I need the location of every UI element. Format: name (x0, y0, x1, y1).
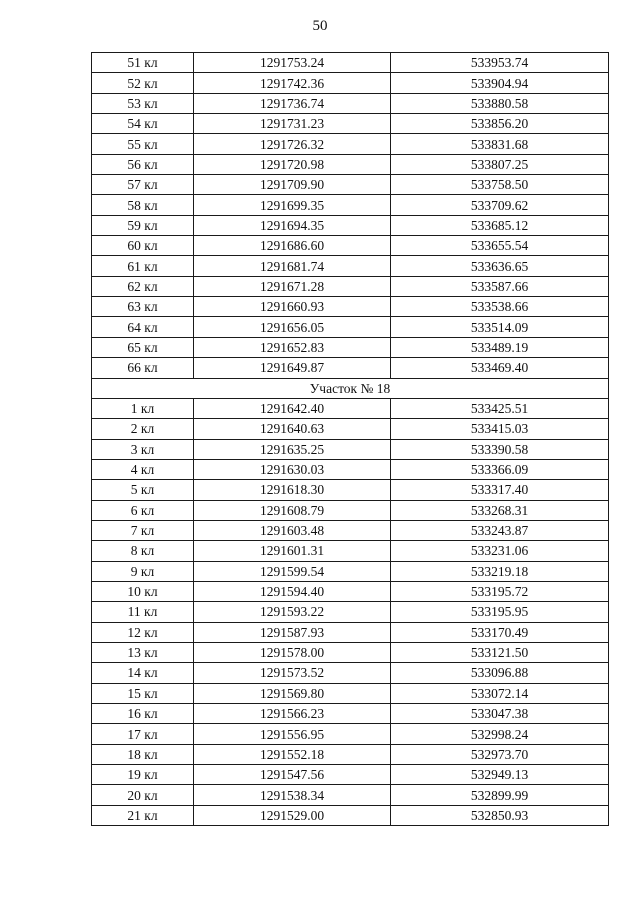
table-row (92, 744, 609, 764)
y-coordinate-cell: 533047.38 (391, 704, 609, 724)
y-coordinate-cell: 533953.74 (391, 53, 609, 73)
table-row (92, 500, 609, 520)
table-row (92, 337, 609, 357)
table-row (92, 602, 609, 622)
x-coordinate-cell: 1291720.98 (194, 154, 391, 174)
table-row (92, 663, 609, 683)
x-coordinate-cell: 1291566.23 (194, 704, 391, 724)
point-label-cell: 5 кл (92, 480, 194, 500)
table-row (92, 114, 609, 134)
point-label-cell: 10 кл (92, 581, 194, 601)
x-coordinate-cell: 1291529.00 (194, 805, 391, 825)
table-row (92, 642, 609, 662)
x-coordinate-cell: 1291671.28 (194, 276, 391, 296)
section-header-row (92, 378, 609, 398)
y-coordinate-cell: 533096.88 (391, 663, 609, 683)
table-row (92, 317, 609, 337)
x-coordinate-cell: 1291660.93 (194, 297, 391, 317)
table-row (92, 541, 609, 561)
table-row (92, 785, 609, 805)
table-row (92, 398, 609, 418)
table-row (92, 297, 609, 317)
x-coordinate-cell: 1291694.35 (194, 215, 391, 235)
point-label-cell: 6 кл (92, 500, 194, 520)
y-coordinate-cell: 533538.66 (391, 297, 609, 317)
x-coordinate-cell: 1291599.54 (194, 561, 391, 581)
x-coordinate-cell: 1291593.22 (194, 602, 391, 622)
table-row (92, 459, 609, 479)
x-coordinate-cell: 1291699.35 (194, 195, 391, 215)
table-row (92, 358, 609, 378)
y-coordinate-cell: 533219.18 (391, 561, 609, 581)
x-coordinate-cell: 1291547.56 (194, 765, 391, 785)
x-coordinate-cell: 1291630.03 (194, 459, 391, 479)
y-coordinate-cell: 533170.49 (391, 622, 609, 642)
point-label-cell: 56 кл (92, 154, 194, 174)
y-coordinate-cell: 533831.68 (391, 134, 609, 154)
point-label-cell: 55 кл (92, 134, 194, 154)
table-row (92, 175, 609, 195)
y-coordinate-cell: 533489.19 (391, 337, 609, 357)
table-row (92, 520, 609, 540)
x-coordinate-cell: 1291578.00 (194, 642, 391, 662)
point-label-cell: 58 кл (92, 195, 194, 215)
y-coordinate-cell: 533514.09 (391, 317, 609, 337)
point-label-cell: 1 кл (92, 398, 194, 418)
x-coordinate-cell: 1291601.31 (194, 541, 391, 561)
page-number: 50 (312, 18, 328, 34)
y-coordinate-cell: 533390.58 (391, 439, 609, 459)
x-coordinate-cell: 1291649.87 (194, 358, 391, 378)
y-coordinate-cell: 533587.66 (391, 276, 609, 296)
y-coordinate-cell: 533425.51 (391, 398, 609, 418)
point-label-cell: 4 кл (92, 459, 194, 479)
y-coordinate-cell: 533636.65 (391, 256, 609, 276)
point-label-cell: 16 кл (92, 704, 194, 724)
table-row (92, 765, 609, 785)
point-label-cell: 54 кл (92, 114, 194, 134)
table-row (92, 215, 609, 235)
point-label-cell: 59 кл (92, 215, 194, 235)
point-label-cell: 18 кл (92, 744, 194, 764)
y-coordinate-cell: 533195.95 (391, 602, 609, 622)
x-coordinate-cell: 1291552.18 (194, 744, 391, 764)
y-coordinate-cell: 533685.12 (391, 215, 609, 235)
y-coordinate-cell: 532850.93 (391, 805, 609, 825)
point-label-cell: 11 кл (92, 602, 194, 622)
table-row (92, 724, 609, 744)
point-label-cell: 62 кл (92, 276, 194, 296)
y-coordinate-cell: 532998.24 (391, 724, 609, 744)
table-row (92, 704, 609, 724)
y-coordinate-cell: 533807.25 (391, 154, 609, 174)
x-coordinate-cell: 1291608.79 (194, 500, 391, 520)
y-coordinate-cell: 533758.50 (391, 175, 609, 195)
x-coordinate-cell: 1291587.93 (194, 622, 391, 642)
x-coordinate-cell: 1291642.40 (194, 398, 391, 418)
x-coordinate-cell: 1291635.25 (194, 439, 391, 459)
point-label-cell: 61 кл (92, 256, 194, 276)
table-row (92, 73, 609, 93)
y-coordinate-cell: 532949.13 (391, 765, 609, 785)
table-row (92, 419, 609, 439)
point-label-cell: 65 кл (92, 337, 194, 357)
table-row (92, 236, 609, 256)
point-label-cell: 8 кл (92, 541, 194, 561)
table-row (92, 683, 609, 703)
table-row (92, 53, 609, 73)
point-label-cell: 15 кл (92, 683, 194, 703)
table-row (92, 276, 609, 296)
x-coordinate-cell: 1291573.52 (194, 663, 391, 683)
y-coordinate-cell: 533856.20 (391, 114, 609, 134)
point-label-cell: 21 кл (92, 805, 194, 825)
table-row (92, 134, 609, 154)
x-coordinate-cell: 1291538.34 (194, 785, 391, 805)
x-coordinate-cell: 1291556.95 (194, 724, 391, 744)
point-label-cell: 51 кл (92, 53, 194, 73)
y-coordinate-cell: 533121.50 (391, 642, 609, 662)
x-coordinate-cell: 1291686.60 (194, 236, 391, 256)
x-coordinate-cell: 1291656.05 (194, 317, 391, 337)
x-coordinate-cell: 1291731.23 (194, 114, 391, 134)
y-coordinate-cell: 532899.99 (391, 785, 609, 805)
point-label-cell: 13 кл (92, 642, 194, 662)
table-row (92, 622, 609, 642)
coordinates-table (91, 52, 609, 826)
point-label-cell: 9 кл (92, 561, 194, 581)
point-label-cell: 19 кл (92, 765, 194, 785)
table-row (92, 154, 609, 174)
y-coordinate-cell: 533243.87 (391, 520, 609, 540)
table-row (92, 480, 609, 500)
x-coordinate-cell: 1291681.74 (194, 256, 391, 276)
y-coordinate-cell: 532973.70 (391, 744, 609, 764)
x-coordinate-cell: 1291736.74 (194, 93, 391, 113)
table-row (92, 581, 609, 601)
table-row (92, 93, 609, 113)
y-coordinate-cell: 533904.94 (391, 73, 609, 93)
point-label-cell: 52 кл (92, 73, 194, 93)
y-coordinate-cell: 533231.06 (391, 541, 609, 561)
x-coordinate-cell: 1291726.32 (194, 134, 391, 154)
y-coordinate-cell: 533072.14 (391, 683, 609, 703)
point-label-cell: 53 кл (92, 93, 194, 113)
x-coordinate-cell: 1291640.63 (194, 419, 391, 439)
section-title: Участок № 18 (92, 378, 609, 398)
coordinates-table-body (92, 53, 609, 826)
x-coordinate-cell: 1291569.80 (194, 683, 391, 703)
table-row (92, 256, 609, 276)
point-label-cell: 3 кл (92, 439, 194, 459)
x-coordinate-cell: 1291753.24 (194, 53, 391, 73)
x-coordinate-cell: 1291603.48 (194, 520, 391, 540)
y-coordinate-cell: 533880.58 (391, 93, 609, 113)
point-label-cell: 17 кл (92, 724, 194, 744)
point-label-cell: 60 кл (92, 236, 194, 256)
point-label-cell: 64 кл (92, 317, 194, 337)
point-label-cell: 2 кл (92, 419, 194, 439)
table-row (92, 561, 609, 581)
y-coordinate-cell: 533195.72 (391, 581, 609, 601)
x-coordinate-cell: 1291709.90 (194, 175, 391, 195)
point-label-cell: 57 кл (92, 175, 194, 195)
x-coordinate-cell: 1291652.83 (194, 337, 391, 357)
y-coordinate-cell: 533268.31 (391, 500, 609, 520)
point-label-cell: 7 кл (92, 520, 194, 540)
point-label-cell: 63 кл (92, 297, 194, 317)
y-coordinate-cell: 533415.03 (391, 419, 609, 439)
point-label-cell: 20 кл (92, 785, 194, 805)
y-coordinate-cell: 533317.40 (391, 480, 609, 500)
x-coordinate-cell: 1291742.36 (194, 73, 391, 93)
y-coordinate-cell: 533655.54 (391, 236, 609, 256)
point-label-cell: 12 кл (92, 622, 194, 642)
y-coordinate-cell: 533469.40 (391, 358, 609, 378)
point-label-cell: 66 кл (92, 358, 194, 378)
y-coordinate-cell: 533366.09 (391, 459, 609, 479)
point-label-cell: 14 кл (92, 663, 194, 683)
x-coordinate-cell: 1291594.40 (194, 581, 391, 601)
table-row (92, 195, 609, 215)
y-coordinate-cell: 533709.62 (391, 195, 609, 215)
table-row (92, 805, 609, 825)
x-coordinate-cell: 1291618.30 (194, 480, 391, 500)
table-row (92, 439, 609, 459)
